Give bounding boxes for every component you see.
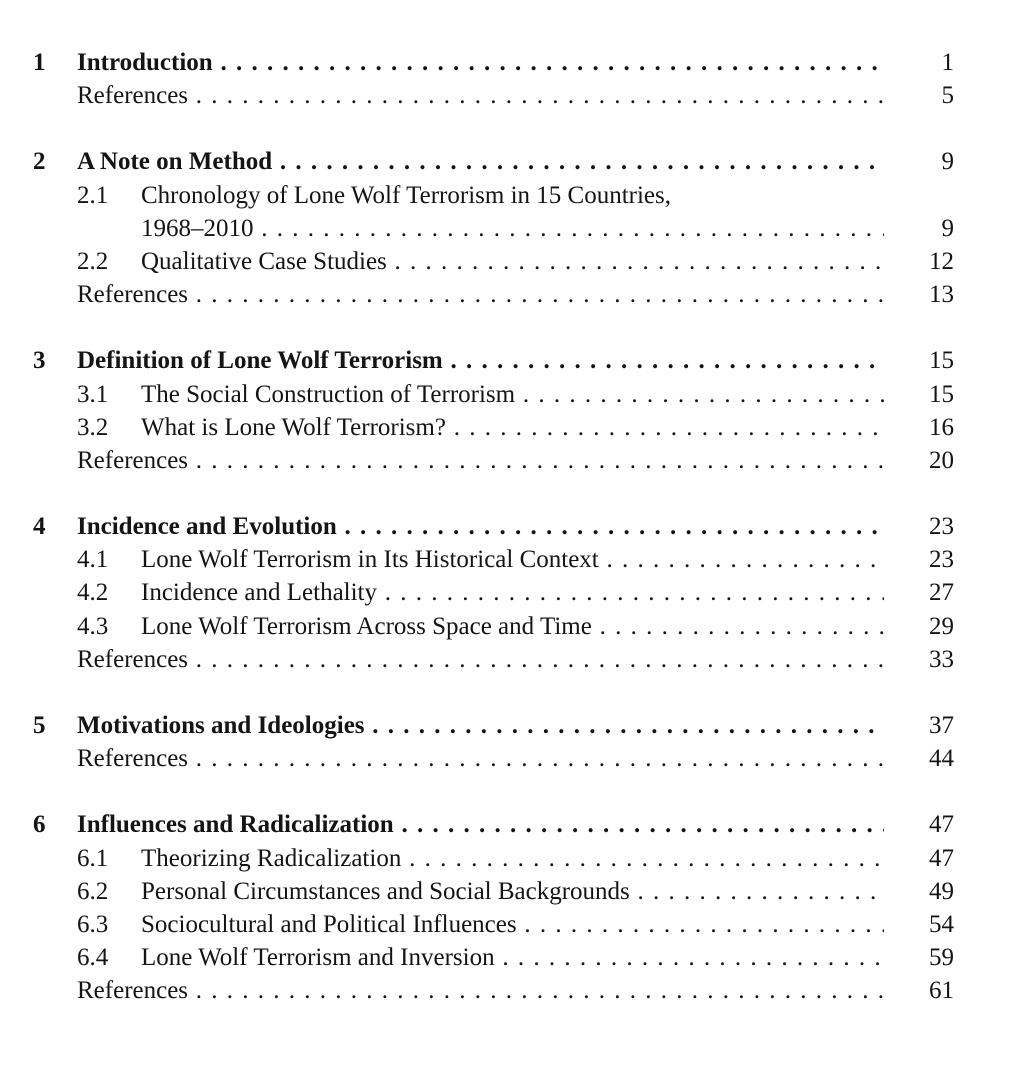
references-entry[interactable] xyxy=(0,742,1020,775)
section-number: 6.2 xyxy=(77,877,109,905)
section-title: Sociocultural and Political Influences . . . xyxy=(141,908,884,941)
chapter-title: Incidence and Evolution . . . xyxy=(77,510,884,543)
chapter-entry[interactable] xyxy=(0,510,1020,543)
chapter-title: Motivations and Ideologies . . . xyxy=(77,709,884,742)
references-page: 5 xyxy=(941,82,954,110)
section-page: 15 xyxy=(929,380,954,408)
chapter-number: 2 xyxy=(33,148,46,176)
chapter-number: 3 xyxy=(33,347,46,375)
section-entry-continued xyxy=(0,212,1020,245)
references-label: References . . . xyxy=(77,974,884,1007)
section-title: Theorizing Radicalization . . . xyxy=(141,842,884,875)
section-number: 4.2 xyxy=(77,579,109,607)
chapter-title: Introduction . . . xyxy=(77,46,884,79)
section-page: 29 xyxy=(929,612,954,640)
section-title: Incidence and Lethality . . . xyxy=(141,576,884,609)
chapter-number: 4 xyxy=(33,513,46,541)
section-entry[interactable] xyxy=(0,610,1020,643)
chapter-entry[interactable] xyxy=(0,808,1020,841)
references-label: References . . . xyxy=(77,79,884,112)
section-page: 9 xyxy=(941,214,954,242)
chapter-block xyxy=(0,808,1020,1007)
section-entry[interactable] xyxy=(0,378,1020,411)
section-title: Lone Wolf Terrorism in Its Historical Context . . . xyxy=(141,543,884,576)
chapter-block xyxy=(0,145,1020,311)
chapter-page: 47 xyxy=(929,811,954,839)
section-title: Qualitative Case Studies . . . xyxy=(141,245,884,278)
references-label: References . . . xyxy=(77,278,884,311)
section-title-continued: 1968–2010 . . . xyxy=(141,212,884,245)
references-entry[interactable] xyxy=(0,974,1020,1007)
section-title: The Social Construction of Terrorism . . . xyxy=(141,378,884,411)
chapter-title: Influences and Radicalization . . . xyxy=(77,808,884,841)
section-title: Lone Wolf Terrorism Across Space and Time . . . xyxy=(141,610,884,643)
chapter-entry[interactable] xyxy=(0,344,1020,377)
section-entry[interactable] xyxy=(0,576,1020,609)
section-title: Chronology of Lone Wolf Terrorism in 15 Countries, xyxy=(141,181,671,209)
section-title: Lone Wolf Terrorism and Inversion . . . xyxy=(141,941,884,974)
chapter-title: A Note on Method . . . xyxy=(77,145,884,178)
chapter-page: 1 xyxy=(941,49,954,76)
section-entry[interactable] xyxy=(0,842,1020,875)
section-title: What is Lone Wolf Terrorism? . . . xyxy=(141,411,884,444)
section-page: 12 xyxy=(929,247,954,275)
chapter-number: 6 xyxy=(33,811,46,839)
references-label: References . . . xyxy=(77,444,884,477)
references-entry[interactable] xyxy=(0,79,1020,112)
section-page: 47 xyxy=(929,844,954,872)
references-page: 20 xyxy=(929,446,954,474)
references-page: 13 xyxy=(929,281,954,309)
references-page: 44 xyxy=(929,745,954,773)
references-label: References . . . xyxy=(77,742,884,775)
chapter-page: 15 xyxy=(929,347,954,375)
section-number: 4.3 xyxy=(77,612,109,640)
references-entry[interactable] xyxy=(0,643,1020,676)
section-entry[interactable] xyxy=(0,941,1020,974)
section-entry[interactable] xyxy=(0,179,1020,212)
section-entry[interactable] xyxy=(0,245,1020,278)
section-page: 16 xyxy=(929,413,954,441)
section-page: 59 xyxy=(929,944,954,972)
section-page: 54 xyxy=(929,910,954,938)
chapter-page: 23 xyxy=(929,513,954,541)
chapter-entry[interactable] xyxy=(0,145,1020,178)
references-entry[interactable] xyxy=(0,444,1020,477)
chapter-block xyxy=(0,46,1020,112)
section-number: 4.1 xyxy=(77,546,109,574)
section-entry[interactable] xyxy=(0,875,1020,908)
section-title: Personal Circumstances and Social Backgrounds . . . xyxy=(141,875,884,908)
chapter-entry[interactable] xyxy=(0,46,1020,79)
section-number: 2.1 xyxy=(77,181,109,209)
table-of-contents xyxy=(0,46,1020,1041)
chapter-block xyxy=(0,709,1020,775)
section-page: 49 xyxy=(929,877,954,905)
chapter-block xyxy=(0,344,1020,477)
section-number: 6.1 xyxy=(77,844,109,872)
chapter-title: Definition of Lone Wolf Terrorism . . . xyxy=(77,344,884,377)
section-entry[interactable] xyxy=(0,411,1020,444)
chapter-page: 37 xyxy=(929,712,954,739)
references-label: References . . . xyxy=(77,643,884,676)
chapter-block xyxy=(0,510,1020,676)
section-number: 2.2 xyxy=(77,247,109,275)
section-number: 6.3 xyxy=(77,910,109,938)
chapter-number: 5 xyxy=(33,712,46,739)
references-page: 61 xyxy=(929,977,954,1005)
chapter-number: 1 xyxy=(33,49,46,76)
section-number: 3.1 xyxy=(77,380,109,408)
references-entry[interactable] xyxy=(0,278,1020,311)
chapter-page: 9 xyxy=(941,148,954,176)
chapter-entry[interactable] xyxy=(0,709,1020,742)
section-entry[interactable] xyxy=(0,908,1020,941)
section-number: 6.4 xyxy=(77,944,109,972)
references-page: 33 xyxy=(929,645,954,673)
section-entry[interactable] xyxy=(0,543,1020,576)
section-page: 27 xyxy=(929,579,954,607)
section-number: 3.2 xyxy=(77,413,109,441)
section-page: 23 xyxy=(929,546,954,574)
